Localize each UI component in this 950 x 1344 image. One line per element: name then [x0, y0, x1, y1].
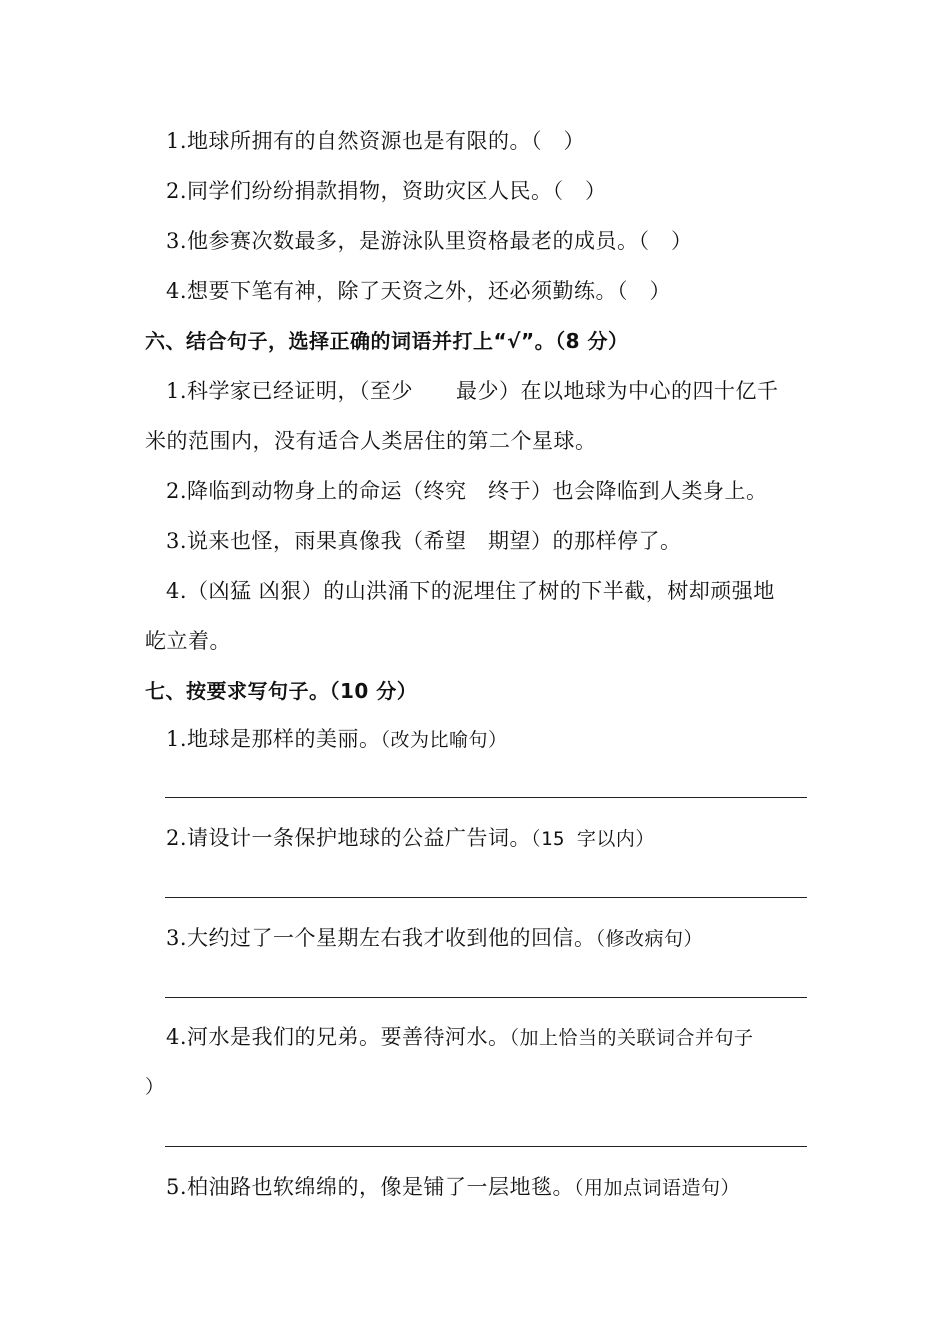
- s7-question-1-text: 1.地球是那样的美丽。: [166, 727, 381, 751]
- s7-question-5-text: 5.柏油路也软绵绵的，像是铺了一层地毯。: [166, 1175, 575, 1199]
- judge-item-4: 4.想要下笔有神，除了天资之外，还必须勤练。（ ）: [166, 279, 672, 303]
- section-6-heading: 六、结合句子，选择正确的词语并打上“√”。（8 分）: [145, 329, 629, 353]
- s6-question-1-line-1: 1.科学家已经证明，（至少 最少）在以地球为中心的四十亿千: [166, 379, 779, 403]
- s7-question-5: [166, 1172, 810, 1203]
- s7-question-3-note: （修改病句）: [595, 928, 704, 950]
- s7-question-4-note: （加上恰当的关联词合并句子: [509, 1027, 754, 1049]
- answer-line-2[interactable]: [165, 897, 807, 898]
- judge-item-1: 1.地球所拥有的自然资源也是有限的。（ ）: [166, 129, 586, 153]
- s7-question-3: [166, 923, 810, 954]
- s7-question-4-note-end: ）: [145, 1076, 165, 1098]
- s7-question-2: [166, 823, 810, 854]
- s6-question-1-line-2: 米的范围内，没有适合人类居住的第二个星球。: [145, 429, 597, 453]
- s7-question-5-note: （用加点词语造句）: [574, 1177, 741, 1199]
- answer-line-1[interactable]: [165, 797, 807, 798]
- judge-item-3: 3.他参赛次数最多，是游泳队里资格最老的成员。（ ）: [166, 229, 693, 253]
- s7-question-1-note: （改为比喻句）: [380, 729, 508, 751]
- s7-question-4-text: 4.河水是我们的兄弟。要善待河水。: [166, 1025, 510, 1049]
- s6-question-4-line-2: 屹立着。: [145, 629, 231, 653]
- s6-question-4-line-1: 4.（凶猛 凶狠）的山洪涌下的泥埋住了树的下半截，树却顽强地: [166, 579, 775, 603]
- s7-question-3-text: 3.大约过了一个星期左右我才收到他的回信。: [166, 926, 596, 950]
- s6-question-3: 3.说来也怪，雨果真像我（希望 期望）的那样停了。: [166, 529, 682, 553]
- answer-line-3[interactable]: [165, 997, 807, 998]
- judge-item-2: 2.同学们纷纷捐款捐物，资助灾区人民。（ ）: [166, 179, 607, 203]
- s6-question-2: 2.降临到动物身上的命运（终究 终于）也会降临到人类身上。: [166, 479, 768, 503]
- answer-line-4[interactable]: [165, 1146, 807, 1147]
- section-7-heading: 七、按要求写句子。（10 分）: [145, 679, 418, 703]
- s7-question-4: [166, 1022, 810, 1053]
- s7-question-1: [166, 724, 810, 755]
- s7-question-2-note: （15 字以内）: [531, 828, 655, 850]
- s7-question-2-text: 2.请设计一条保护地球的公益广告词。: [166, 826, 532, 850]
